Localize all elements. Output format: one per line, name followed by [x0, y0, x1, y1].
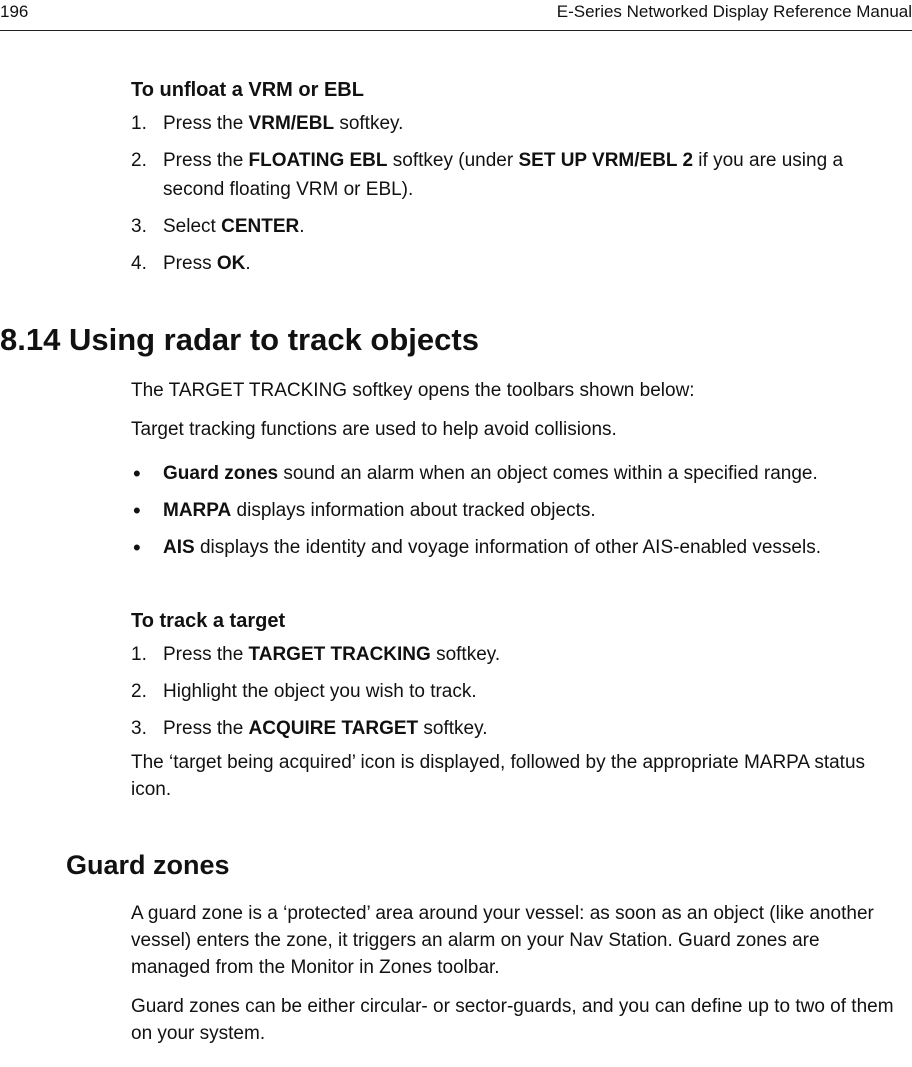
option-label: CENTER: [221, 216, 300, 237]
page-header: [0, 0, 912, 31]
button-label: OK: [216, 253, 246, 274]
step-text: Press the: [163, 113, 249, 134]
track-step-1: [131, 640, 901, 669]
unfloat-steps: [131, 109, 901, 278]
bullet-icon: •: [133, 498, 141, 523]
feature-list: [131, 460, 901, 561]
track-result-paragraph: The ‘target being acquired’ icon is displayed, followed by the appropriate MARPA status icon.: [131, 752, 866, 800]
softkey-label: ACQUIRE TARGET: [248, 718, 419, 739]
guard-zones-heading: Guard zones: [66, 850, 230, 880]
step-text: Highlight the object you wish to track.: [163, 681, 477, 702]
track-procedure: [131, 609, 901, 815]
unfloat-step-4: [131, 249, 901, 278]
step-text: Press the: [163, 150, 249, 171]
bullet-guard-zones: [131, 460, 901, 487]
bullet-term: MARPA: [163, 500, 232, 521]
step-text: Press the: [163, 718, 249, 739]
step-number: 1.: [131, 113, 147, 134]
softkey-label: TARGET TRACKING: [248, 644, 431, 665]
manual-title: E-Series Networked Display Reference Manual: [556, 2, 912, 21]
bullet-ais: [131, 534, 901, 561]
step-text: Press: [163, 253, 217, 274]
unfloat-step-1: [131, 109, 901, 138]
guard-paragraph-1: A guard zone is a ‘protected’ area around your vessel: as soon as an object (like another vessel) enters the zone, it triggers an alarm on your Nav Station. Guard zones are managed from the Monitor in Zones toolbar.: [131, 903, 874, 978]
unfloat-step-3: [131, 212, 901, 241]
step-text: Press the: [163, 644, 249, 665]
step-text: Select: [163, 216, 222, 237]
bullet-text: displays information about tracked objects.: [231, 500, 596, 521]
unfloat-title: To unfloat a VRM or EBL: [131, 79, 364, 101]
track-title: To track a target: [131, 610, 286, 632]
track-steps: [131, 640, 901, 743]
bullet-text: displays the identity and voyage information of other AIS-enabled vessels.: [194, 537, 822, 558]
step-text: .: [299, 216, 305, 237]
step-text: if you are using a second floating VRM or EBL).: [163, 150, 844, 200]
intro-paragraph-2: Target tracking functions are used to help avoid collisions.: [131, 419, 617, 440]
softkey-label: VRM/EBL: [248, 113, 335, 134]
bullet-icon: •: [133, 535, 141, 560]
step-text: softkey.: [334, 113, 404, 134]
bullet-icon: •: [133, 461, 141, 486]
unfloat-step-2: [131, 146, 901, 204]
step-number: 1.: [131, 644, 147, 665]
intro-paragraph-1: The TARGET TRACKING softkey opens the toolbars shown below:: [131, 380, 695, 401]
guard-zones-body: [131, 900, 901, 1059]
step-number: 4.: [131, 253, 147, 274]
step-number: 3.: [131, 718, 147, 739]
guard-paragraph-2: Guard zones can be either circular- or sector-guards, and you can define up to two of them on your system.: [131, 996, 894, 1044]
softkey-label: FLOATING EBL: [248, 150, 388, 171]
unfloat-procedure: [131, 78, 901, 286]
bullet-text: sound an alarm when an object comes within a specified range.: [278, 463, 818, 484]
step-number: 2.: [131, 681, 147, 702]
bullet-term: AIS: [163, 537, 195, 558]
step-number: 3.: [131, 216, 147, 237]
bullet-term: Guard zones: [163, 463, 279, 484]
step-text: softkey (under: [387, 150, 519, 171]
bullet-marpa: [131, 497, 901, 524]
section-heading: 8.14 Using radar to track objects: [0, 322, 479, 357]
step-number: 2.: [131, 150, 147, 171]
step-text: .: [245, 253, 251, 274]
step-text: softkey.: [430, 644, 501, 665]
track-step-2: [131, 677, 901, 706]
track-step-3: [131, 714, 901, 743]
section-body: [131, 377, 901, 571]
menu-label: SET UP VRM/EBL 2: [518, 150, 694, 171]
page-number: 196: [0, 2, 29, 21]
step-text: softkey.: [418, 718, 488, 739]
